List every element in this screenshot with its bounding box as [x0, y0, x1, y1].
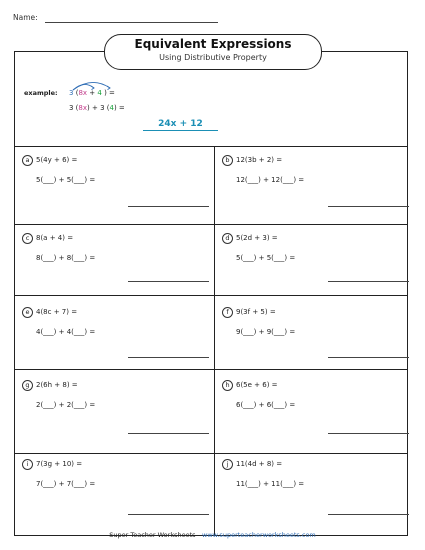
problem-expression: 4(8c + 7) = — [36, 308, 78, 316]
problem-fill-in[interactable]: 6(___) + 6(___) = — [236, 401, 296, 409]
problem-expression: 2(6h + 8) = — [36, 381, 78, 389]
example-line2-term-1: 8x — [78, 104, 88, 112]
problem-fill-in[interactable]: 9(___) + 9(___) = — [236, 328, 296, 336]
problem-letter-icon: f — [222, 307, 233, 318]
problem-letter-icon: i — [22, 459, 33, 470]
problem-fill-in[interactable]: 5(___) + 5(___) = — [236, 254, 296, 262]
example-line2-start: 3 ( — [69, 104, 79, 112]
answer-line[interactable] — [328, 433, 409, 434]
example-line2-term-2: 4 — [109, 104, 114, 112]
problem-fill-in[interactable]: 2(___) + 2(___) = — [36, 401, 96, 409]
problem-expression: 11(4d + 8) = — [236, 460, 283, 468]
example-label: example: — [24, 89, 58, 97]
problem-fill-in[interactable]: 12(___) + 12(___) = — [236, 176, 305, 184]
problem-expression: 9(3f + 5) = — [236, 308, 276, 316]
problem-a — [22, 155, 212, 227]
example-line2-end: ) = — [113, 104, 125, 112]
problem-letter-icon: h — [222, 380, 233, 391]
answer-line[interactable] — [328, 281, 409, 282]
example-answer-line — [143, 130, 218, 131]
problem-b — [222, 155, 412, 227]
problem-expression: 7(3g + 10) = — [36, 460, 83, 468]
problem-expression: 6(5e + 6) = — [236, 381, 278, 389]
answer-line[interactable] — [328, 514, 409, 515]
example-plus: + — [87, 89, 98, 97]
problem-e — [22, 307, 212, 379]
column-divider — [214, 146, 215, 536]
example-line2-middle: ) + 3 ( — [87, 104, 110, 112]
example-expression — [69, 89, 115, 97]
problem-expression: 5(2d + 3) = — [236, 234, 278, 242]
problem-d — [222, 233, 412, 305]
problem-letter-icon: a — [22, 155, 33, 166]
example-term-1: 8x — [78, 89, 88, 97]
problem-g — [22, 380, 212, 452]
answer-line[interactable] — [328, 206, 409, 207]
problem-fill-in[interactable]: 4(___) + 4(___) = — [36, 328, 96, 336]
problem-i — [22, 459, 212, 531]
name-field[interactable] — [45, 22, 218, 23]
problem-letter-icon: g — [22, 380, 33, 391]
problem-expression: 8(a + 4) = — [36, 234, 74, 242]
example-term-2: 4 — [97, 89, 102, 97]
problem-expression: 12(3b + 2) = — [236, 156, 283, 164]
problem-letter-icon: c — [22, 233, 33, 244]
grid-divider — [14, 146, 408, 147]
problem-letter-icon: d — [222, 233, 233, 244]
problem-expression: 5(4y + 6) = — [36, 156, 78, 164]
answer-line[interactable] — [128, 357, 209, 358]
page-title: Equivalent Expressions — [134, 37, 292, 51]
footer-brand: Super Teacher Worksheets — [109, 531, 196, 539]
example-distributed — [69, 104, 125, 112]
footer-separator: - — [195, 531, 203, 539]
example-open-paren: ( — [75, 89, 79, 97]
footer — [0, 531, 425, 539]
problem-fill-in[interactable]: 7(___) + 7(___) = — [36, 480, 96, 488]
grid-divider — [14, 453, 408, 454]
answer-line[interactable] — [328, 357, 409, 358]
problem-letter-icon: e — [22, 307, 33, 318]
problem-j — [222, 459, 412, 531]
answer-line[interactable] — [128, 281, 209, 282]
problem-fill-in[interactable]: 11(___) + 11(___) = — [236, 480, 305, 488]
problem-fill-in[interactable]: 8(___) + 8(___) = — [36, 254, 96, 262]
problem-c — [22, 233, 212, 305]
example-answer: 24x + 12 — [158, 119, 203, 129]
answer-line[interactable] — [128, 514, 209, 515]
problem-fill-in[interactable]: 5(___) + 5(___) = — [36, 176, 96, 184]
name-label: Name: — [13, 13, 38, 22]
answer-line[interactable] — [128, 433, 209, 434]
problem-letter-icon: b — [222, 155, 233, 166]
problem-h — [222, 380, 412, 452]
example-coefficient: 3 — [69, 89, 74, 97]
page-subtitle: Using Distributive Property — [159, 53, 267, 62]
example-close-paren: ) = — [104, 89, 115, 97]
footer-link[interactable]: www.superteacherworksheets.com — [202, 531, 316, 539]
answer-line[interactable] — [128, 206, 209, 207]
problem-letter-icon: j — [222, 459, 233, 470]
problem-f — [222, 307, 412, 379]
